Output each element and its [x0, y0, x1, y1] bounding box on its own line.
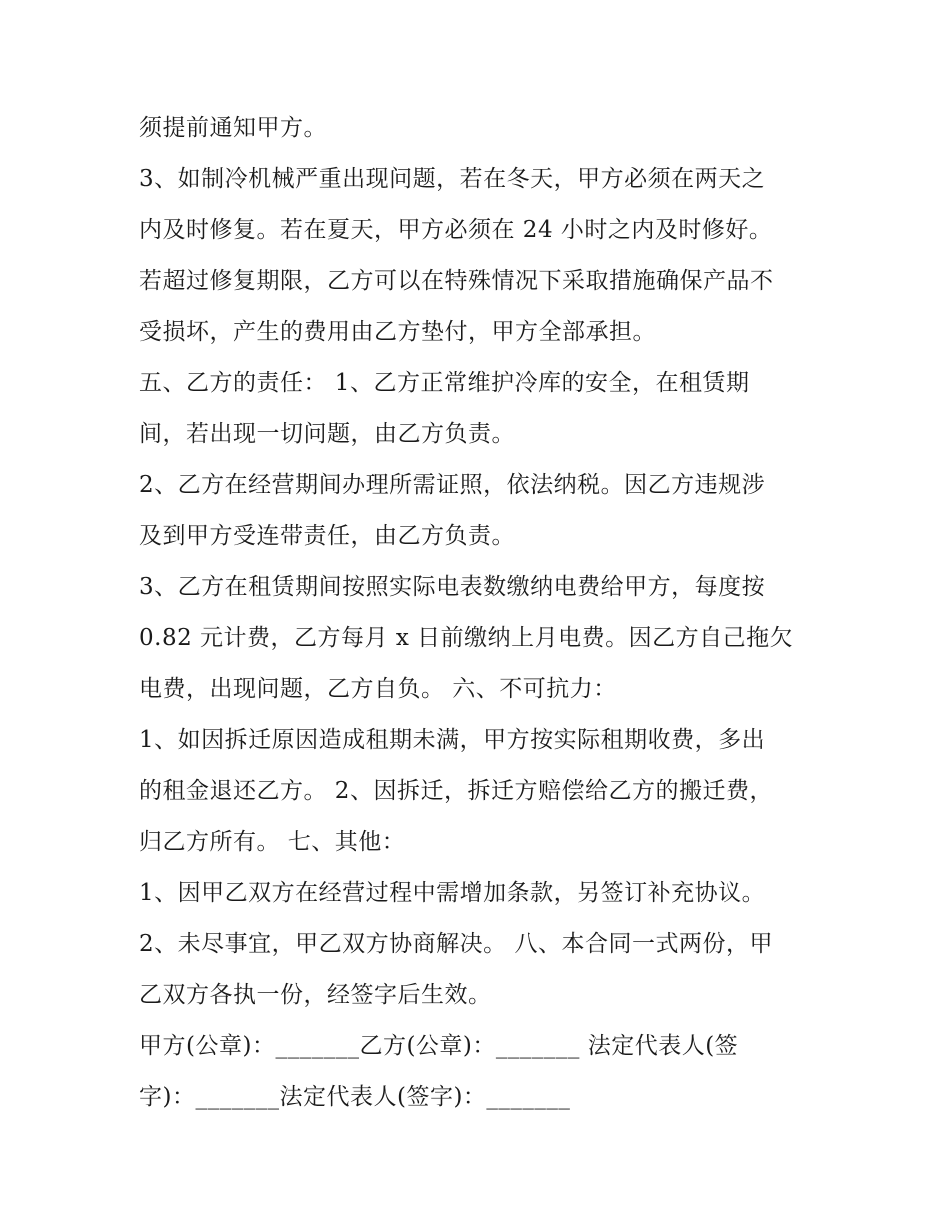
- text-line: 3、乙方在租赁期间按照实际电表数缴纳电费给甲方，每度按: [139, 574, 766, 600]
- text-line: 及到甲方受连带责任，由乙方负责。: [139, 523, 515, 549]
- section-seven-line: 归乙方所有。 七、其他：: [139, 829, 406, 855]
- text-line: 2、乙方在经营期间办理所需证照，依法纳税。因乙方违规涉: [139, 472, 766, 498]
- text-line: 的租金退还乙方。 2、因拆迁，拆迁方赔偿给乙方的搬迁费，: [139, 778, 773, 804]
- document-body: [139, 103, 829, 1123]
- text-line: 若超过修复期限，乙方可以在特殊情况下采取措施确保产品不: [139, 268, 774, 294]
- text-line: 受损坏，产生的费用由乙方垫付，甲方全部承担。: [139, 319, 656, 345]
- text-line: 0.82 元计费，乙方每月 x 日前缴纳上月电费。因乙方自己拖欠: [139, 625, 794, 651]
- section-five-line: 五、乙方的责任： 1、乙方正常维护冷库的安全，在租赁期: [139, 370, 750, 396]
- text-line: 1、因甲乙双方在经营过程中需增加条款，另签订补充协议。: [139, 880, 766, 906]
- text-line: 间，若出现一切问题，由乙方负责。: [139, 421, 515, 447]
- signature-line: 字)：_______法定代表人(签字)：_______: [139, 1084, 571, 1110]
- text-line: 3、如制冷机械严重出现问题，若在冬天，甲方必须在两天之: [139, 166, 766, 192]
- text-line: 内及时修复。若在夏天，甲方必须在 24 小时之内及时修好。: [139, 217, 773, 243]
- signature-line: 甲方(公章)：_______乙方(公章)：_______ 法定代表人(签: [139, 1033, 739, 1059]
- section-six-line: 电费，出现问题，乙方自负。 六、不可抗力：: [139, 676, 617, 702]
- text-line: 乙双方各执一份，经签字后生效。: [139, 982, 492, 1008]
- section-eight-line: 2、未尽事宜，甲乙双方协商解决。 八、本合同一式两份，甲: [139, 931, 773, 957]
- text-line: 1、如因拆迁原因造成租期未满，甲方按实际租期收费，多出: [139, 727, 766, 753]
- text-line: 须提前通知甲方。: [139, 115, 327, 141]
